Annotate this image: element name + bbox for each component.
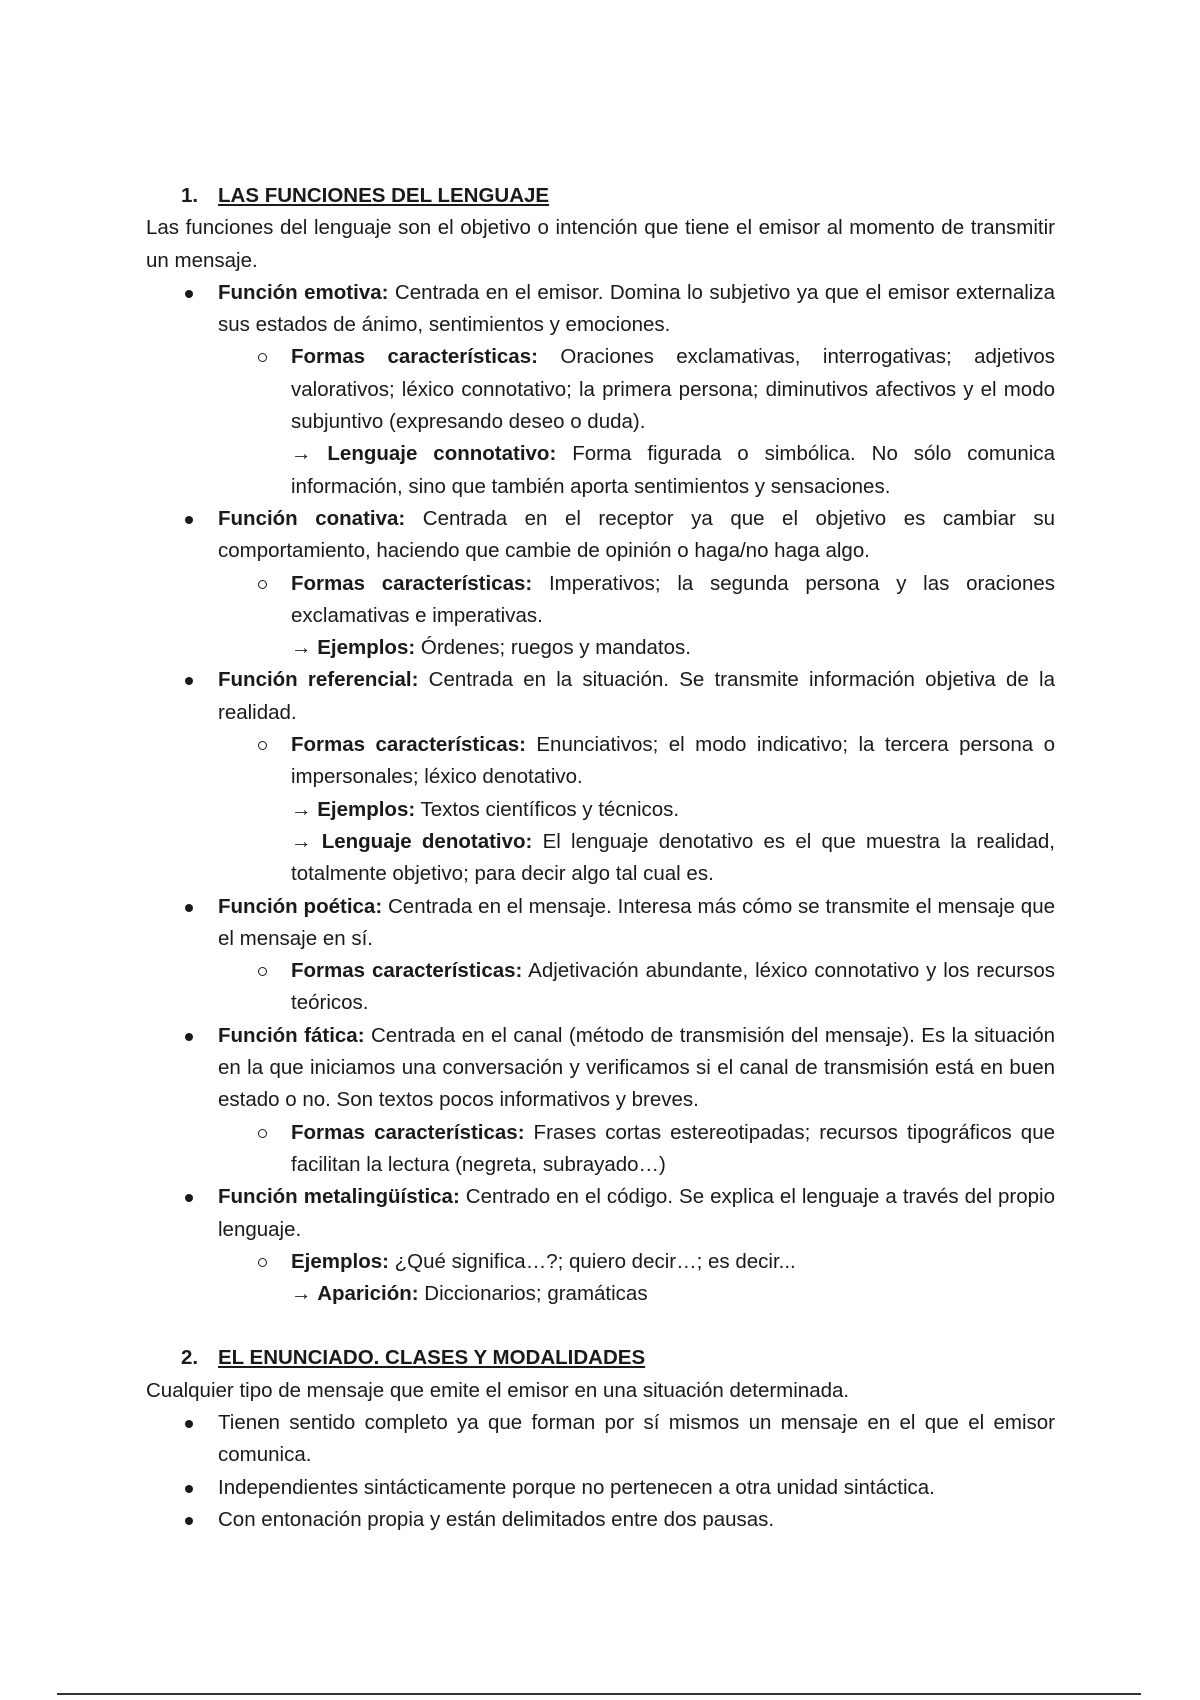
arrow-text: Forma figurada o simbólica. No sólo comunica información, sino que también aporta sentimientos y sensaciones. [291, 442, 1055, 498]
subitem-text: Frases cortas estereotipadas; recursos tipográficos que facilitan la lectura (negreta, subrayado…) [291, 1120, 1056, 1176]
subitem-text: Enunciativos; el modo indicativo; la tercera persona o impersonales; léxico denotativo. [291, 733, 1055, 789]
function-name: Función fática: [218, 1023, 365, 1047]
subitem-label: Ejemplos: [291, 1249, 389, 1273]
bullet-icon [185, 516, 193, 524]
arrow-note [146, 632, 1055, 664]
arrow-note [146, 438, 1055, 503]
function-subitem [146, 955, 1055, 1020]
arrow-label: Lenguaje denotativo: [321, 829, 533, 853]
subitem-text: ¿Qué significa…?; quiero decir…; es decir... [388, 1249, 796, 1273]
function-description: Centrado en el código. Se explica el lenguaje a través del propio lenguaje. [218, 1185, 1055, 1241]
function-description: Centrada en el receptor ya que el objetivo es cambiar su comportamiento, haciendo que cambie de opinión o haga/no haga algo. [218, 506, 1055, 563]
subitem-label: Formas características: [291, 345, 538, 369]
section-number: 2. [181, 1346, 199, 1370]
hollow-bullet-icon [258, 967, 267, 976]
arrow-icon: → [291, 442, 328, 466]
arrow-text: Textos científicos y técnicos. [415, 797, 680, 821]
section-intro: Las funciones del lenguaje son el objetivo o intención que tiene el emisor al momento de transmitir un mensaje. [146, 216, 1055, 272]
function-description: Centrada en el canal (método de transmisión del mensaje). Es la situación en la que iniciamos una conversación y verificamos si el canal de transmisión está en buen estado o no. Son textos pocos informativos y breves. [218, 1023, 1055, 1112]
bullet-icon [185, 1517, 193, 1525]
subitem-text: Imperativos; la segunda persona y las oraciones exclamativas e imperativas. [291, 571, 1055, 627]
arrow-text: El lenguaje denotativo es el que muestra la realidad, totalmente objetivo; para decir algo tal cual es. [291, 829, 1055, 886]
function-description: Centrada en la situación. Se transmite información objetiva de la realidad. [218, 668, 1055, 724]
hollow-bullet-icon [258, 580, 267, 589]
section-title: LAS FUNCIONES DEL LENGUAJE [218, 184, 550, 207]
section-number: 1. [181, 184, 199, 207]
arrow-label: Ejemplos: [317, 797, 416, 821]
function-subitem [146, 729, 1055, 794]
function-item [146, 1181, 1055, 1246]
hollow-bullet-icon [258, 353, 267, 362]
arrow-icon: → [291, 1282, 318, 1306]
function-item [146, 664, 1055, 729]
arrow-text: Diccionarios; gramáticas [418, 1282, 648, 1306]
function-name: Función metalingüística: [218, 1185, 460, 1209]
arrow-text: Órdenes; ruegos y mandatos. [415, 636, 691, 660]
bullet-icon [185, 290, 193, 298]
arrow-icon: → [291, 636, 318, 660]
hollow-bullet-icon [258, 1258, 267, 1267]
section-heading-1 [146, 180, 1055, 212]
arrow-note [146, 1278, 1055, 1310]
subitem-text: Adjetivación abundante, léxico connotativo y los recursos teóricos. [291, 959, 1056, 1015]
section-title: EL ENUNCIADO. CLASES Y MODALIDADES [218, 1346, 646, 1370]
bullet-icon [185, 1485, 193, 1493]
arrow-note [146, 826, 1055, 891]
functions-list [146, 277, 1055, 1311]
function-item [146, 1020, 1055, 1117]
function-name: Función poética: [218, 894, 383, 918]
subitem-label: Formas características: [291, 571, 533, 595]
bullet-icon [185, 677, 193, 685]
hollow-bullet-icon [258, 1129, 267, 1138]
subitem-label: Formas características: [291, 959, 523, 983]
function-subitem [146, 1117, 1055, 1182]
list-item: Independientes sintácticamente porque no pertenecen a otra unidad sintáctica. [146, 1472, 1055, 1504]
function-name: Función emotiva: [218, 280, 389, 304]
list-item: Tienen sentido completo ya que forman por sí mismos un mensaje en el que el emisor comunica. [146, 1407, 1055, 1472]
list-item: Con entonación propia y están delimitados entre dos pausas. [146, 1504, 1055, 1536]
document-page [146, 180, 1055, 1536]
section-heading-2 [146, 1342, 1055, 1374]
bullet-icon [185, 904, 193, 912]
arrow-icon: → [291, 829, 322, 853]
hollow-bullet-icon [258, 741, 267, 750]
footer-divider [57, 1693, 1141, 1695]
function-item [146, 503, 1055, 568]
section-intro: Cualquier tipo de mensaje que emite el emisor en una situación determinada. [146, 1378, 850, 1402]
function-item [146, 277, 1055, 342]
bullet-icon [185, 1033, 193, 1041]
arrow-note [146, 794, 1055, 826]
bullet-icon [185, 1194, 193, 1202]
subitem-text: Oraciones exclamativas, interrogativas; adjetivos valorativos; léxico connotativo; la primera persona; diminutivos afectivos y el modo subjuntivo (expresando deseo o duda). [291, 345, 1055, 434]
bullet-icon [185, 1420, 193, 1428]
function-item [146, 891, 1055, 956]
function-description: Centrada en el mensaje. Interesa más cómo se transmite el mensaje que el mensaje en sí. [218, 894, 1056, 950]
subitem-label: Formas características: [291, 1120, 525, 1144]
arrow-label: Ejemplos: [317, 636, 416, 660]
arrow-label: Lenguaje connotativo: [327, 442, 557, 466]
function-description: Centrada en el emisor. Domina lo subjetivo ya que el emisor externaliza sus estados de ánimo, sentimientos y emociones. [218, 280, 1055, 337]
function-name: Función referencial: [218, 668, 419, 692]
function-subitem [146, 1246, 1055, 1278]
function-subitem [146, 341, 1055, 438]
function-subitem [146, 568, 1055, 633]
subitem-label: Formas características: [291, 733, 526, 757]
arrow-icon: → [291, 797, 318, 821]
function-name: Función conativa: [218, 506, 406, 530]
arrow-label: Aparición: [317, 1282, 419, 1306]
